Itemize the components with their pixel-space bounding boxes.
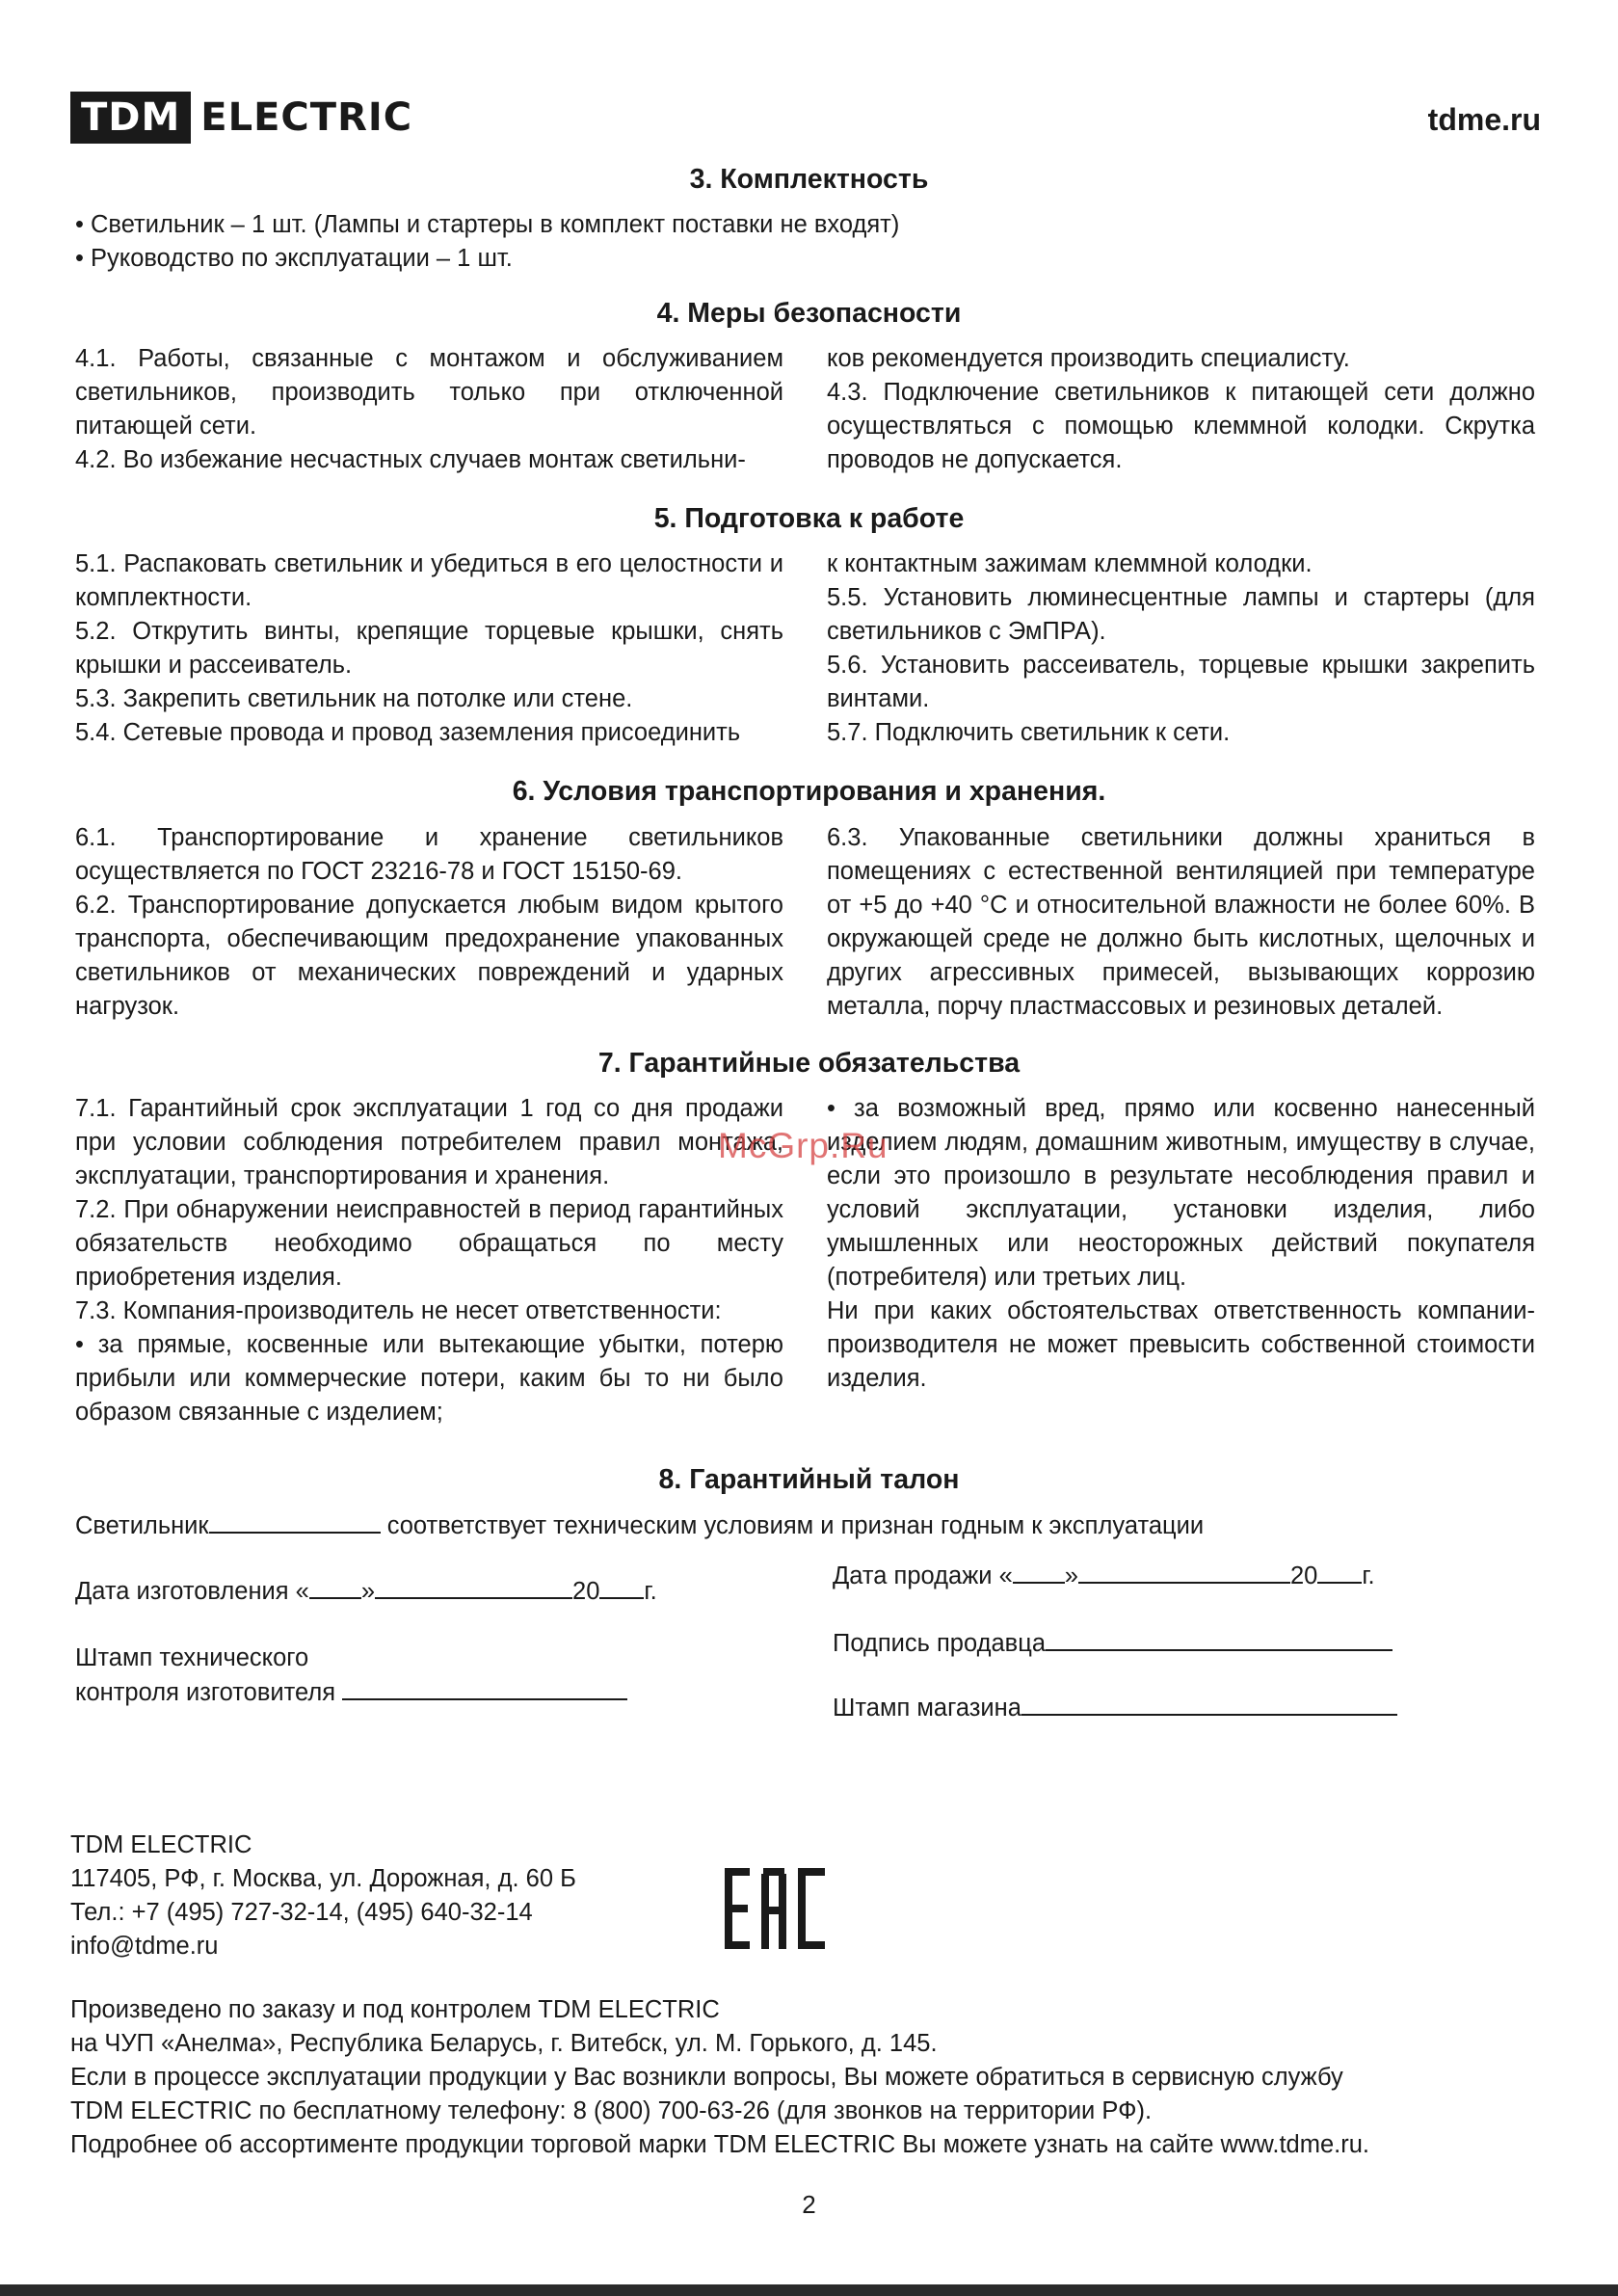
paragraph: 5.4. Сетевые провода и провод заземления присоединить [75,719,741,746]
section-4-right [827,342,1535,477]
sale-year-blank[interactable] [1317,1559,1362,1584]
quote-close: » [360,1578,376,1605]
paragraph: ков рекомендуется производить специалисту. [827,345,1350,372]
shop-stamp-blank[interactable] [1021,1691,1397,1716]
tech-stamp-block [75,1642,627,1710]
year-prefix: 20 [572,1578,600,1605]
shop-stamp-label: Штамп магазина [833,1695,1021,1722]
section-7-title: 7. Гарантийные обязательства [597,1048,1021,1079]
seller-sign-line [833,1626,1393,1661]
section-6-title: 6. Условия транспортирования и хранения. [512,776,1106,807]
tech-stamp-label-2: контроля изготовителя [75,1679,336,1706]
logo-box: TDM [70,92,191,144]
manufacture-date-label: Дата изготовления « [75,1578,309,1605]
contacts-block [70,1829,576,1963]
list-item: • Руководство по эксплуатации – 1 шт. [75,245,513,272]
paragraph: 5.6. Установить рассеиватель, торцевые крышки закрепить винтами. [827,652,1535,712]
year-prefix: 20 [1289,1562,1318,1589]
page-number: 2 [802,2190,816,2219]
paragraph: 6.1. Транспортирование и хранение светильников осуществляется по ГОСТ 23216-78 и ГОСТ 15150-69. [75,824,783,885]
section-6-right [827,821,1535,1024]
year-suffix: г. [1362,1562,1375,1589]
paragraph: 6.3. Упакованные светильники должны храниться в помещениях с естественной вентиляцией при температуре от +5 до +40 °С и относительной влажности не более 60%. В окружающей среде не должно быть кислотных, щелочных и других агрессивных примесей, вызывающих коррозию металла, порчу пластмассовых и резиновых деталей. [827,824,1535,1020]
section-5-left [75,547,783,750]
section-5-title: 5. Подготовка к работе [653,503,965,534]
paragraph: 5.3. Закрепить светильник на потолке или стене. [75,685,633,712]
section-4-title: 4. Меры безопасности [656,298,962,329]
sale-month-blank[interactable] [1078,1559,1290,1584]
warranty-line-1 [75,1508,1204,1543]
section-4-left [75,342,783,477]
product-blank[interactable] [209,1508,381,1534]
site-url[interactable]: tdme.ru [1427,102,1541,137]
footer-line: Если в процессе эксплуатации продукции у Вас возникли вопросы, Вы можете обратиться в сервисную службу [70,2064,1343,2091]
footer-line: TDM ELECTRIC по бесплатному телефону: 8 (800) 700-63-26 (для звонков на территории РФ). [70,2097,1153,2124]
paragraph: к контактным зажимам клеммной колодки. [827,550,1313,577]
company-phone: Тел.: +7 (495) 727-32-14, (495) 640-32-14 [70,1899,533,1926]
watermark: McGrp.Ru [718,1126,889,1165]
section-6-left [75,821,783,1024]
paragraph: 4.3. Подключение светильников к питающей сети должно осуществляться с помощью клеммной колодки. Скрутка проводов не допускается. [827,379,1535,473]
sale-date-line [833,1559,1375,1593]
tech-stamp-blank[interactable] [342,1675,627,1700]
paragraph: 4.1. Работы, связанные с монтажом и обслуживанием светильников, производить только при отключенной питающей сети. [75,345,783,440]
paragraph: 7.2. При обнаружении неисправностей в период гарантийных обязательств необходимо обращаться по месту приобретения изделия. [75,1196,783,1291]
sale-day-blank[interactable] [1013,1559,1065,1584]
paragraph: 5.7. Подключить светильник к сети. [827,719,1231,746]
company-email[interactable]: info@tdme.ru [70,1933,219,1960]
seller-sign-label: Подпись продавца [833,1630,1047,1657]
paragraph: 5.5. Установить люминесцентные лампы и стартеры (для светильников с ЭмПРА). [827,584,1535,645]
manufacture-date-line [75,1574,657,1609]
seller-sign-blank[interactable] [1046,1626,1393,1651]
footer-line: на ЧУП «Анелма», Республика Беларусь, г. Витебск, ул. М. Горького, д. 145. [70,2030,938,2057]
bottom-border [0,2284,1618,2296]
section-3-list [75,208,899,276]
section-7-left [75,1092,783,1429]
paragraph: 7.3. Компания-производитель не несет ответственности: [75,1297,722,1324]
section-5-right [827,547,1535,750]
footer-text [70,1993,1369,2162]
footer-line: Подробнее об ассортименте продукции торговой марки TDM ELECTRIC Вы можете узнать на сайте www.tdme.ru. [70,2131,1370,2158]
list-item: • Светильник – 1 шт. (Лампы и стартеры в комплект поставки не входят) [75,211,900,238]
conformity-text: соответствует техническим условиям и признан годным к эксплуатации [386,1512,1205,1539]
paragraph: • за прямые, косвенные или вытекающие убытки, потерю прибыли или коммерческие потери, каким бы то ни было образом связанные с изделием; [75,1331,783,1426]
tech-stamp-label: Штамп технического [75,1644,309,1671]
year-blank[interactable] [599,1574,644,1599]
paragraph: Ни при каких обстоятельствах ответственность компании-производителя не может превысить собственной стоимости изделия. [827,1297,1535,1392]
section-7-right [827,1092,1535,1396]
quote-close: » [1064,1562,1078,1589]
paragraph: 4.2. Во избежание несчастных случаев монтаж светильни- [75,446,746,473]
paragraph: 6.2. Транспортирование допускается любым видом крытого транспорта, обеспечивающим предохранение упакованных светильников от механических повреждений и ударных нагрузок. [75,892,783,1020]
sale-date-label: Дата продажи « [833,1562,1013,1589]
paragraph: 5.1. Распаковать светильник и убедиться в его целостности и комплектности. [75,550,783,611]
section-8-title: 8. Гарантийный талон [658,1464,960,1495]
footer-line: Произведено по заказу и под контролем TDM ELECTRIC [70,1996,720,2023]
month-blank[interactable] [375,1574,572,1599]
product-label: Светильник [75,1512,209,1539]
shop-stamp-line [833,1691,1397,1725]
paragraph: 5.2. Открутить винты, крепящие торцевые крышки, снять крышки и рассеиватель. [75,618,783,679]
year-suffix: г. [644,1578,657,1605]
paragraph: • за возможный вред, прямо или косвенно нанесенный изделием людям, домашним животным, имуществу в случае, если это произошло в результате несоблюдения правил и условий эксплуатации, установки изделия, либо умышленных или неосторожных действий покупателя (потребителя) или третьих лиц. [827,1095,1535,1291]
day-blank[interactable] [309,1574,361,1599]
paragraph: 7.1. Гарантийный срок эксплуатации 1 год со дня продажи при условии соблюдения потребителем правил монтажа, эксплуатации, транспортирования и хранения. [75,1095,783,1189]
eac-mark-icon [725,1868,826,1949]
company-address: 117405, РФ, г. Москва, ул. Дорожная, д. 60 Б [70,1865,576,1892]
section-3-title: 3. Комплектность [689,164,929,195]
company-name: TDM ELECTRIC [70,1831,252,1858]
brand-logo [70,92,412,144]
logo-word: ELECTRIC [200,95,413,140]
